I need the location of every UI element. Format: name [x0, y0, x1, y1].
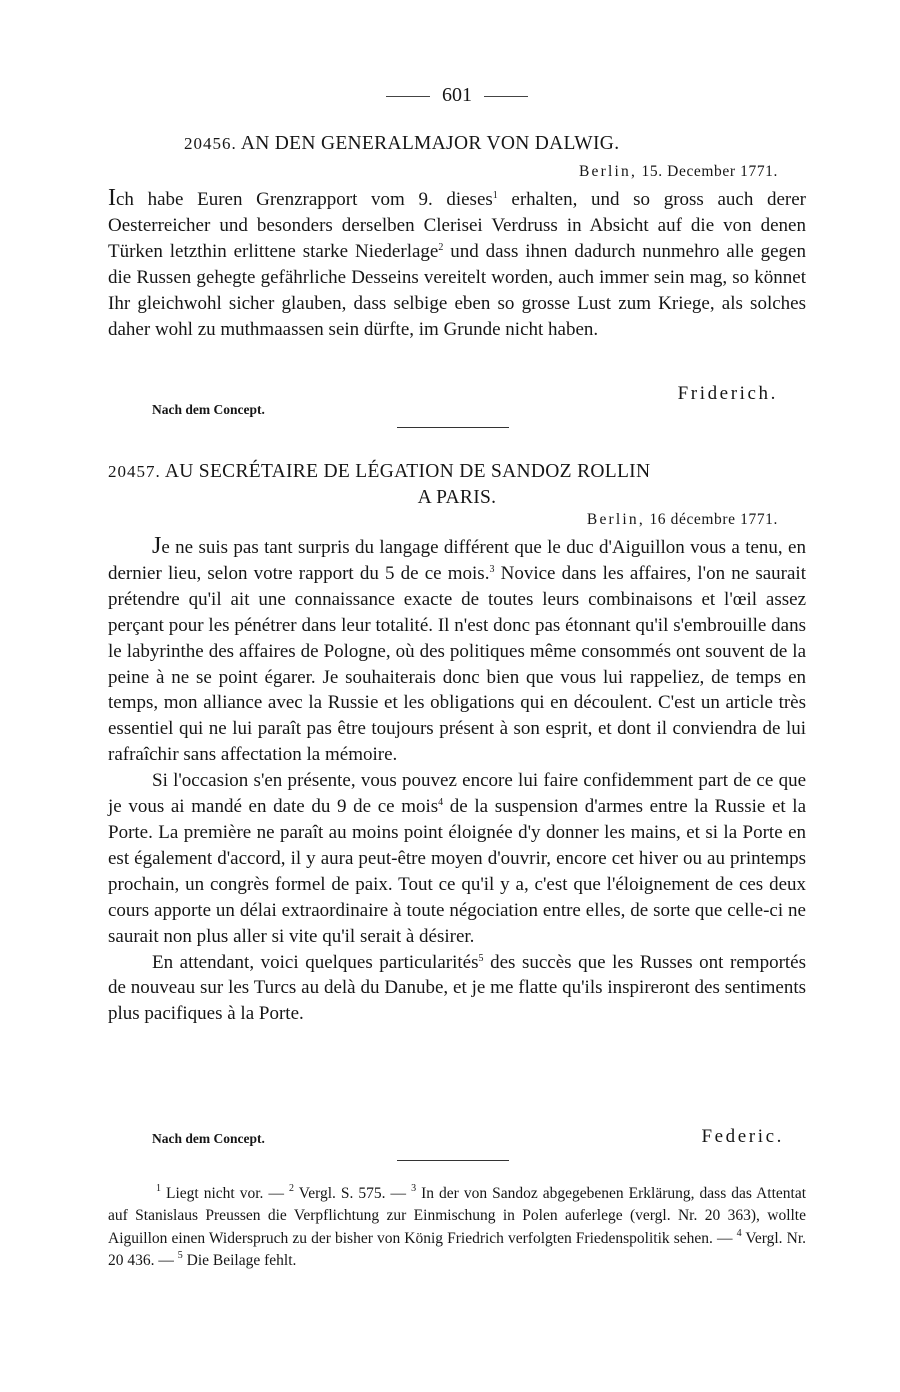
- source-note: Nach dem Concept.: [152, 402, 265, 417]
- footnotes: [108, 1183, 806, 1273]
- text: En attendant, voici quelques particularités: [152, 951, 479, 973]
- letter-number: 20457.: [108, 462, 161, 481]
- letter-dateline: [579, 163, 778, 181]
- text: ch habe Euren Grenzrapport vom 9. dieses: [116, 189, 493, 210]
- paragraph: [108, 950, 806, 1028]
- footnote-marker: 4: [736, 1227, 742, 1239]
- footnote-marker: 2: [288, 1183, 294, 1194]
- letter-title: AU SECRÉTAIRE DE LÉGATION DE SANDOZ ROLLIN: [164, 461, 651, 482]
- text: Vergl. Nr. 20 436. —: [108, 1229, 807, 1270]
- footnote-marker: 1: [156, 1183, 161, 1194]
- source-note: Nach dem Concept.: [152, 1131, 265, 1146]
- signature: Federic.: [701, 1126, 784, 1147]
- letter-body: [108, 534, 806, 1027]
- initial-letter: J: [152, 533, 162, 559]
- paragraph: [108, 534, 806, 768]
- letter-dateline: [587, 511, 778, 529]
- signature: Friderich.: [677, 383, 778, 404]
- footnote-ref: 4: [438, 797, 444, 809]
- header-rule-right: [484, 96, 528, 97]
- letter-title-continued: A PARIS.: [417, 487, 497, 508]
- text: e ne suis pas tant surpris du langage différent que le duc d'Aiguillon vous a tenu, en dernier lieu, selon votre rapport du 5 de ce mois.: [108, 537, 806, 584]
- footnote-ref: 3: [489, 563, 495, 575]
- page-number: 601: [442, 84, 472, 106]
- text: erhalten, und so gross auch derer Oesterreicher und besonders derselben Clerisei Verdruss in Absicht auf die von denen Türken letzthin erlittene starke Niederlage: [108, 189, 806, 262]
- text: Die Beilage fehlt.: [182, 1252, 297, 1270]
- letter-date: 16 décembre 1771.: [649, 511, 778, 528]
- footnote-text: [108, 1183, 806, 1273]
- letter-date: 15. December 1771.: [641, 163, 778, 180]
- footnote-marker: 5: [177, 1250, 183, 1262]
- text: In der von Sandoz abgegebenen Erklärung, dass das Attentat auf Stanislaus Preussen die Verpflichtung zur Einmischung in Polen auferlege (vergl. Nr. 20 363), wollte Aiguillon einen Widerspruch zu der bisher von König Friedrich verfolgten Friedenspolitik sehen. —: [108, 1185, 807, 1247]
- paragraph: [108, 768, 806, 949]
- letter-body: [108, 186, 806, 342]
- letter-number: 20456.: [184, 134, 237, 153]
- letter-place: Berlin,: [586, 511, 645, 528]
- letter-place: Berlin,: [579, 163, 638, 180]
- letter-title: AN DEN GENERALMAJOR VON DALWIG.: [240, 133, 620, 154]
- text: und dass ihnen dadurch nunmehro alle gegen die Russen gehegte gefährliche Desseins vereitelt worden, auch immer sein mag, so könnet Ihr gleichwohl sicher glauben, dass selbige eben so grosse Lust zum Kriege, als solches daher wohl zu muthmaassen sein dürfte, im Grunde nicht haben.: [108, 240, 806, 340]
- paragraph: [108, 186, 806, 342]
- letter-heading: [108, 133, 806, 155]
- running-header: [108, 84, 806, 107]
- text: de la suspension d'armes entre la Russie et la Porte. La première ne paraît au moins point éloignée d'y donner les mains, et si la Porte en est également d'accord, il y aura peut-être moyen d'ouvrir, encore cet hiver ou au printemps prochain, un congrès formel de paix. Tout ce qu'il y a, c'est que l'éloignement de ces deux cours apporte un délai extraordinaire à toute négociation entre elles, de sorte que celle-ci ne saurait non plus aller si vite qu'il serait à désirer.: [108, 796, 807, 947]
- separator-rule: [397, 1160, 509, 1161]
- separator-rule: [397, 427, 509, 428]
- text: Liegt nicht vor. —: [161, 1185, 289, 1202]
- footnote-marker: 3: [411, 1183, 417, 1194]
- footnote-ref: 5: [478, 952, 484, 964]
- footnote-ref: 2: [438, 241, 444, 253]
- text: Novice dans les affaires, l'on ne saurait prétendre qu'il ait une connaissance exacte de toutes leurs combinaisons et l'œil assez perçant pour les pénétrer dans leur totalité. Il n'est donc pas étonnant qu'il s'embrouille dans le labyrinthe des affaires de Pologne, où des politiques même consommés ont souvent de la peine à ne se point égarer. Je souhaiterais donc bien que vous lui rappeliez, de temps en temps, mon alliance avec la Russie et les obligations qui en découlent. C'est un article très essentiel qui ne lui paraît pas être toujours présent à son esprit, et dont il conviendra de lui rafraîchir sans affectation la mémoire.: [108, 562, 806, 766]
- text: des succès que les Russes ont remportés de nouveau sur les Turcs au delà du Danube, et je me flatte qu'ils inspireront des sentiments plus pacifiques à la Porte.: [108, 951, 806, 1025]
- text: Vergl. S. 575. —: [293, 1185, 412, 1202]
- text: Si l'occasion s'en présente, vous pouvez encore lui faire confidemment part de ce que je vous ai mandé en date du 9 de ce mois: [108, 770, 806, 818]
- footnote-ref: 1: [492, 190, 498, 201]
- letter-heading: [108, 461, 806, 483]
- header-rule-left: [386, 96, 430, 97]
- initial-letter: I: [108, 185, 116, 211]
